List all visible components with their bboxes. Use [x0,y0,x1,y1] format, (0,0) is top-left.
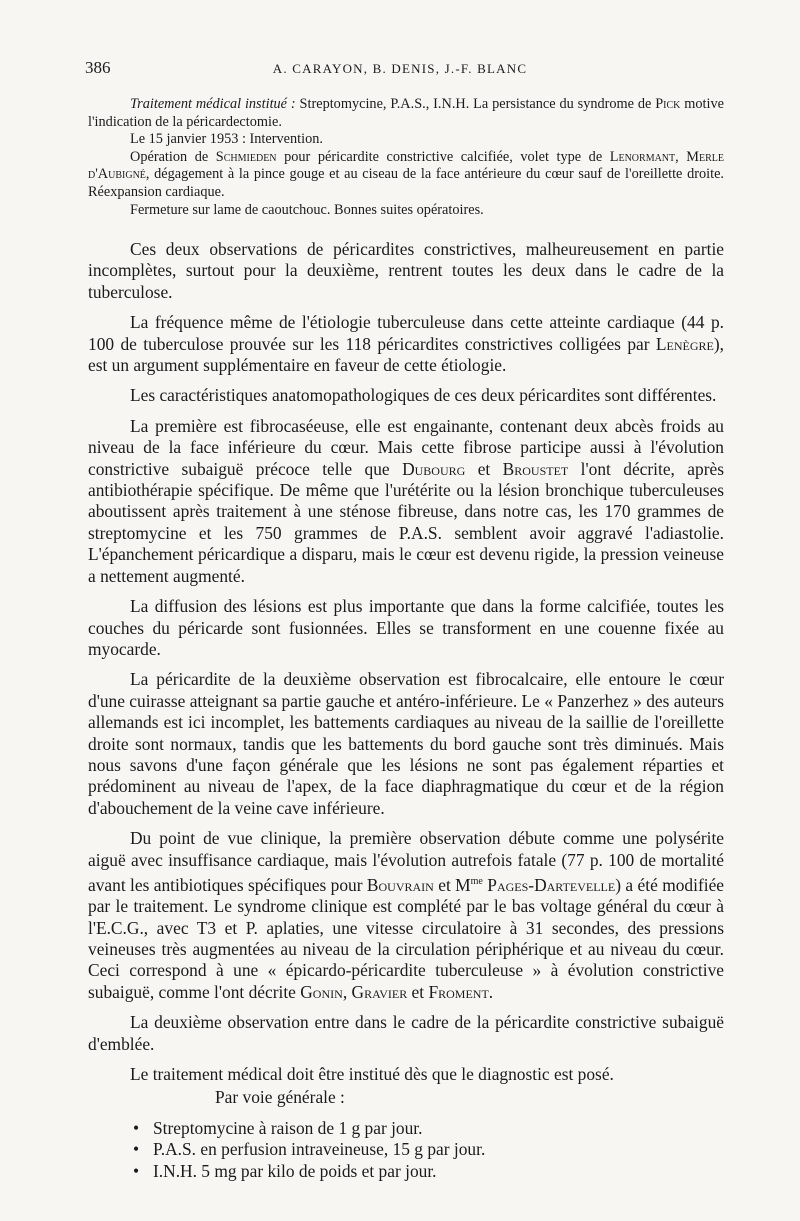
p2-text-end: ), est un argument supplémentaire en faveur de cette étiologie. [88,333,724,376]
author-dubourg: Dubourg [402,458,466,479]
paragraph-1: Ces deux observations de péricardites constrictives, malheureusement en partie incomplètes, surtout pour la deuxième, rentrent toutes les deux dans le cadre de la tuberculose. [88,239,724,302]
p7-text: ) a été modifiée par le traitement. Le syndrome clinique est complété par le bas voltage général du cœur à l'E.C.G., avec T3 et P. aplaties, une vitesse circulatoire à 31 secondes, des pressions veineuses très augmentées au niveau de la circulation périphérique et au niveau du cœur. Ceci correspond à une « épicardo-péricardite tuberculeuse » à évolution constrictive subaiguë, comme l'ont décrite [88,874,725,1002]
superscript-me: me [470,875,483,887]
op-text: , [675,148,687,165]
p4-text: La première est fibrocaséeuse, elle est engainante, contenant deux abcès froids au niveau de la face inférieure du cœur. Mais cette fibrose participe aussi à l'évolution constrictive subaiguë précoce telle que [88,415,724,479]
author-pages-dartevelle: Pages-Dartevelle [482,874,616,895]
treatment-note [88,96,724,131]
paragraph-8: La deuxième observation entre dans le cadre de la péricardite constrictive subaiguë d'emblée. [88,1012,724,1054]
list-item [133,1118,724,1139]
clinical-note [88,96,724,219]
author-schmieden: Schmieden [215,148,277,165]
list-item-text: I.N.H. 5 mg par kilo de poids et par jour. [153,1160,437,1181]
p4-text: et [465,458,503,479]
author-broustet: Broustet [502,458,569,479]
p4-text-end: l'ont décrite, après antibiothérapie spécifique. De même que l'urétérite ou la lésion bronchique tuberculeuses aboutissent après traitement à une sténose fibreuse, dans notre cas, les 170 grammes de streptomycine et les 750 grammes de P.A.S. semblent avoir aggravé l'adiastolie. L'épanchement péricardique a disparu, mais le cœur est devenu rigide, la pression veineuse a nettement augmenté. [88,458,725,586]
p7-text: et [407,981,429,1002]
author-froment: Froment [428,981,489,1002]
paragraph-4 [88,416,724,587]
op-text: Opération de [130,148,216,165]
p7-text: et M [433,874,471,895]
operation-note [88,149,724,202]
bullet-icon: • [133,1139,140,1160]
paragraph-6: La péricardite de la deuxième observation est fibrocalcaire, elle entoure le cœur d'une cuirasse atteignant sa partie gauche et antéro-inférieure. Le « Panzerhez » des auteurs allemands est ici incomplet, les battements cardiaques au niveau de la saillie de l'oreillette droite sont normaux, tandis que les battements du bord gauche sont très diminués. Mais nous savons d'une façon générale que les lésions ne sont pas également réparties et prédominent au niveau de l'apex, de la face diaphragmatique du cœur et de la région d'abouchement de la veine cave inférieure. [88,669,724,818]
running-head: A. CARAYON, B. DENIS, J.-F. BLANC [272,61,528,76]
author-lenormant: Lenormant [609,148,676,165]
page-number: 386 [85,58,111,77]
treatment-text: Streptomycine, P.A.S., I.N.H. La persistance du syndrome de [295,96,656,112]
author-merle: Merle d'Aubigné [88,148,724,183]
p2-text: La fréquence même de l'étiologie tuberculeuse dans cette atteinte cardiaque (44 p. 100 de tuberculose prouvée sur les 118 péricardites constrictives colligées par [88,312,724,354]
body-text [88,239,724,1182]
author-lenegre: Lenègre [655,333,714,354]
list-item [133,1139,724,1160]
paragraph-7 [88,828,724,1003]
paragraph-9: Le traitement médical doit être institué dès que le diagnostic est posé. [130,1064,614,1085]
author-bouvrain: Bouvrain [366,874,434,895]
p7-text: Du point de vue clinique, la première observation débute comme une polysérite aiguë avec insuffisance cardiaque, mais l'évolution autrefois fatale (77 p. 100 de mortalité avant les antibiotiques spécifiques pour [88,828,724,895]
list-item-text: Streptomycine à raison de 1 g par jour. [153,1117,423,1138]
subhead: Par voie générale : [215,1087,345,1108]
op-text: , dégagement à la pince gouge et au ciseau de la face antérieure du cœur sauf de l'oreillette droite. Réexpansion cardiaque. [88,166,724,200]
bullet-icon: • [133,1160,140,1181]
treatment-list [88,1118,724,1182]
author-gonin: Gonin [300,981,343,1002]
treatment-text-end: motive l'indication de la péricardectomie. [88,96,724,130]
intervention-date: Le 15 janvier 1953 : Intervention. [130,131,323,148]
bullet-icon: • [133,1117,140,1138]
author-gravier: Gravier [351,981,408,1002]
author-pick: Pick [655,96,681,112]
closing-note: Fermeture sur lame de caoutchouc. Bonnes suites opératoires. [130,201,484,218]
list-item [133,1161,724,1182]
p7-text-end: . [488,981,494,1002]
paragraph-3: Les caractéristiques anatomopathologiques de ces deux péricardites sont différentes. [130,385,717,406]
p7-text: , [342,981,352,1002]
list-item-text: P.A.S. en perfusion intraveineuse, 15 g par jour. [153,1139,486,1160]
op-text: pour péricardite constrictive calcifiée, volet type de [276,148,610,165]
treatment-label: Traitement médical institué : [130,96,296,112]
paragraph-5: La diffusion des lésions est plus importante que dans la forme calcifiée, toutes les couches du péricarde sont fusionnées. Elles se transforment en une couenne fixée au myocarde. [88,596,724,659]
paragraph-2 [88,312,724,376]
